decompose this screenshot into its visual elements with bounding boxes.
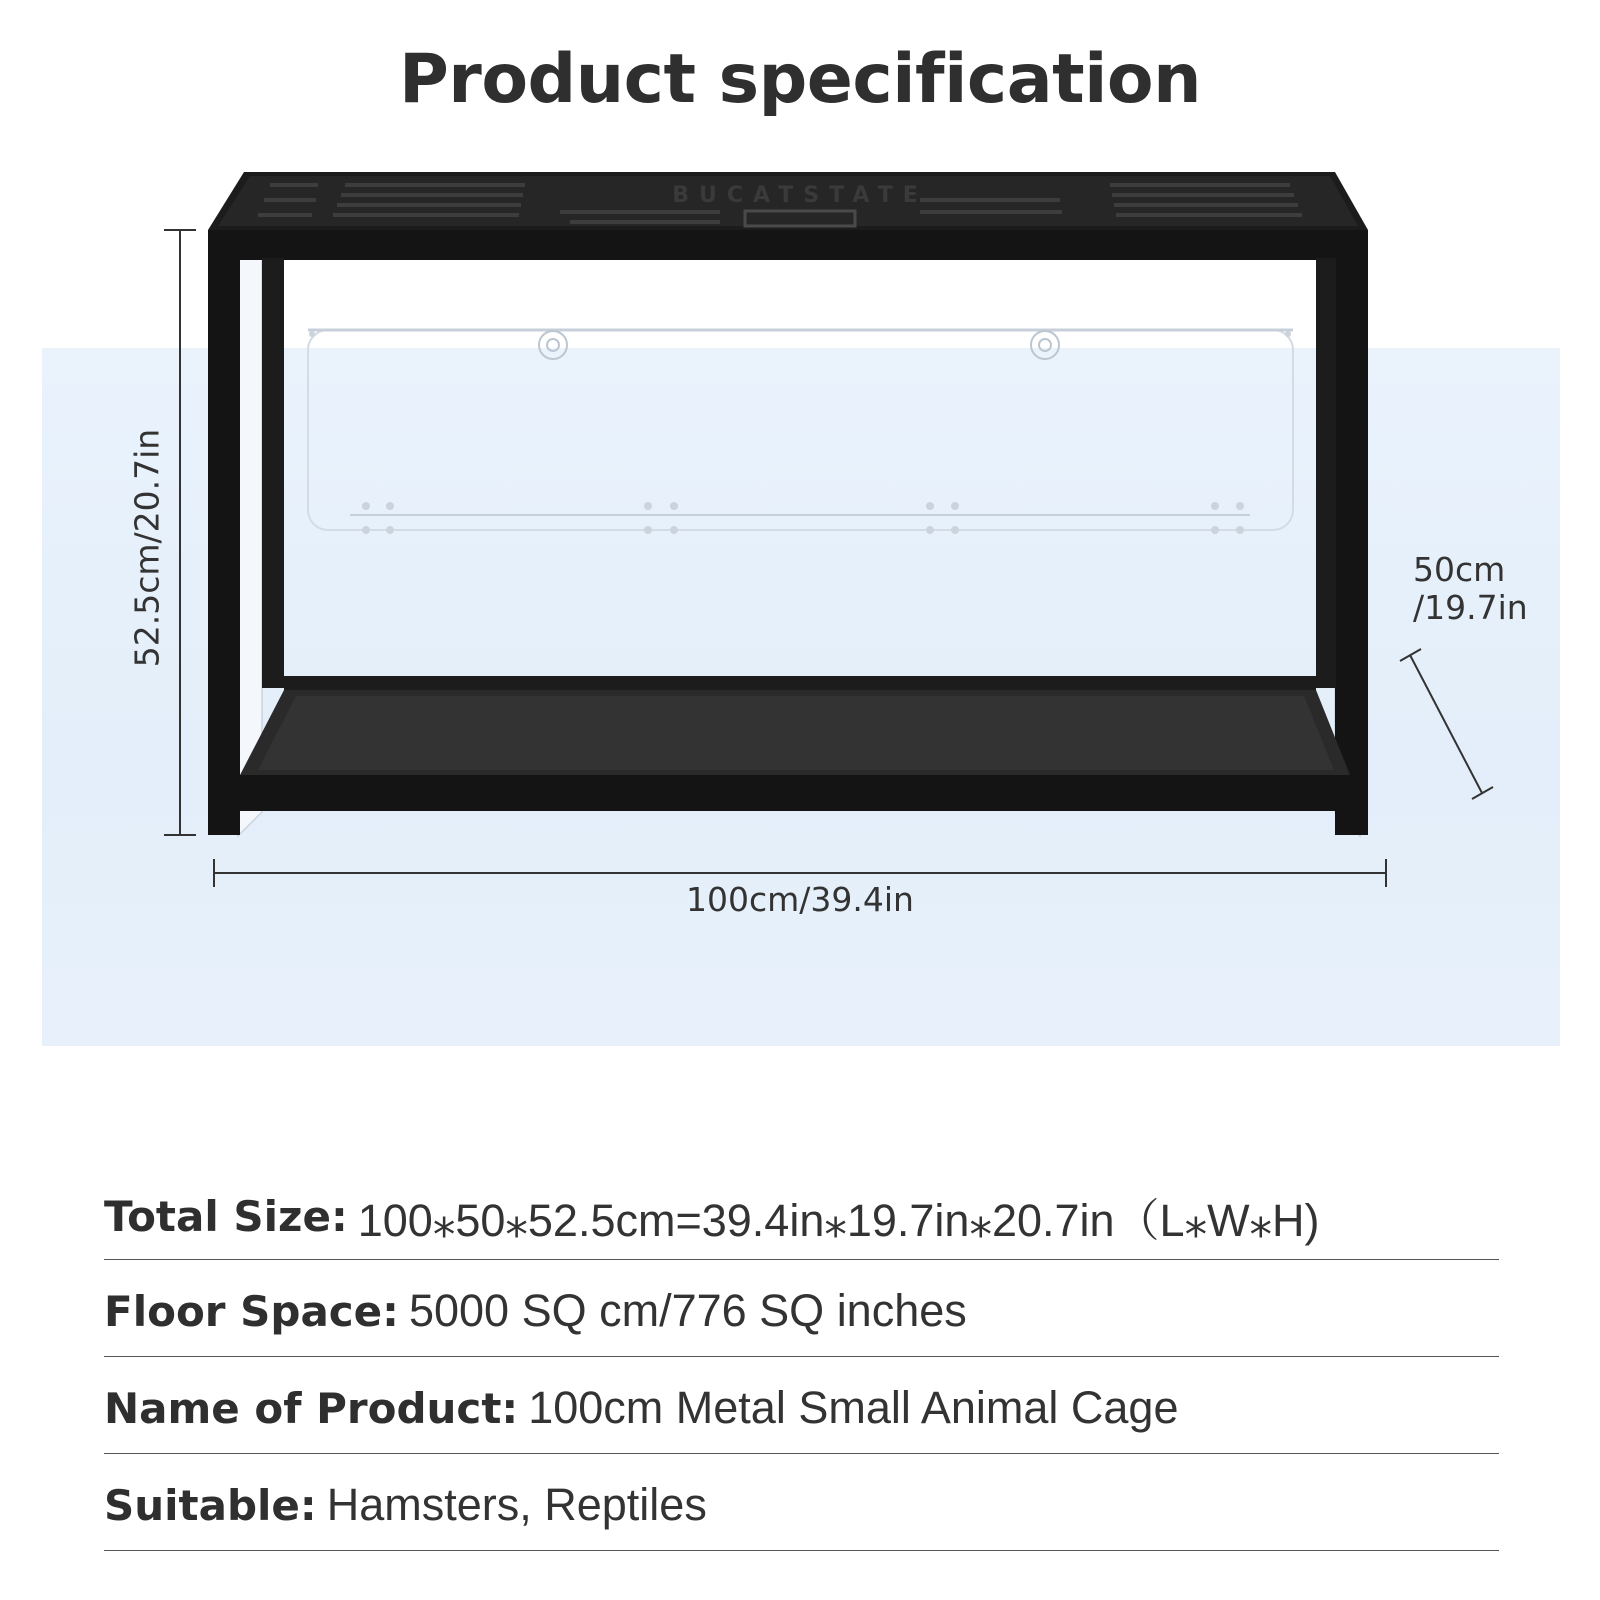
depth-dimension-line bbox=[1400, 649, 1493, 799]
glass-knobs bbox=[539, 331, 1059, 359]
height-dimension-line bbox=[164, 230, 196, 835]
foot-left bbox=[208, 811, 240, 835]
depth-label-in: /19.7in bbox=[1413, 588, 1528, 627]
spec-label: Name of Product: bbox=[104, 1383, 519, 1433]
width-label: 100cm/39.4in bbox=[686, 880, 914, 919]
spec-row-product-name bbox=[104, 1357, 1499, 1454]
front-glass-outline bbox=[308, 330, 1293, 530]
frame-right-post-front bbox=[1335, 230, 1368, 835]
spec-label: Total Size: bbox=[104, 1192, 348, 1241]
frame-left-post-front bbox=[208, 230, 240, 835]
foot-right bbox=[1335, 811, 1368, 835]
spec-label: Suitable: bbox=[104, 1480, 317, 1530]
spec-row-floor-space bbox=[104, 1260, 1499, 1357]
bottom-tray-surface bbox=[258, 696, 1334, 770]
height-label: 52.5cm/20.7in bbox=[127, 428, 167, 668]
depth-label-cm: 50cm bbox=[1413, 550, 1506, 589]
spec-label: Floor Space: bbox=[104, 1286, 399, 1336]
spec-value: 5000 SQ cm/776 SQ inches bbox=[408, 1285, 967, 1336]
spec-row-suitable bbox=[104, 1454, 1499, 1551]
frame-right-post-back bbox=[1316, 258, 1336, 688]
brand-lettering: BUCATSTATE bbox=[672, 183, 928, 208]
spec-row-total-size bbox=[104, 1168, 1499, 1260]
frame-bottom-rail bbox=[208, 775, 1368, 811]
page-title: Product specification bbox=[398, 40, 1202, 119]
frame-top-rail bbox=[208, 230, 1368, 260]
frame-left-post-back bbox=[262, 258, 284, 688]
spec-value: Hamsters, Reptiles bbox=[326, 1479, 707, 1530]
spec-value: 100⁎50⁎52.5cm=39.4in⁎19.7in⁎20.7in（L⁎W⁎H) bbox=[357, 1195, 1320, 1246]
spec-value: 100cm Metal Small Animal Cage bbox=[528, 1382, 1179, 1433]
frame-back-bottom-rail bbox=[284, 676, 1316, 690]
glass-clips bbox=[309, 331, 1291, 534]
spec-table bbox=[104, 1168, 1499, 1551]
depth-label bbox=[1413, 551, 1528, 627]
